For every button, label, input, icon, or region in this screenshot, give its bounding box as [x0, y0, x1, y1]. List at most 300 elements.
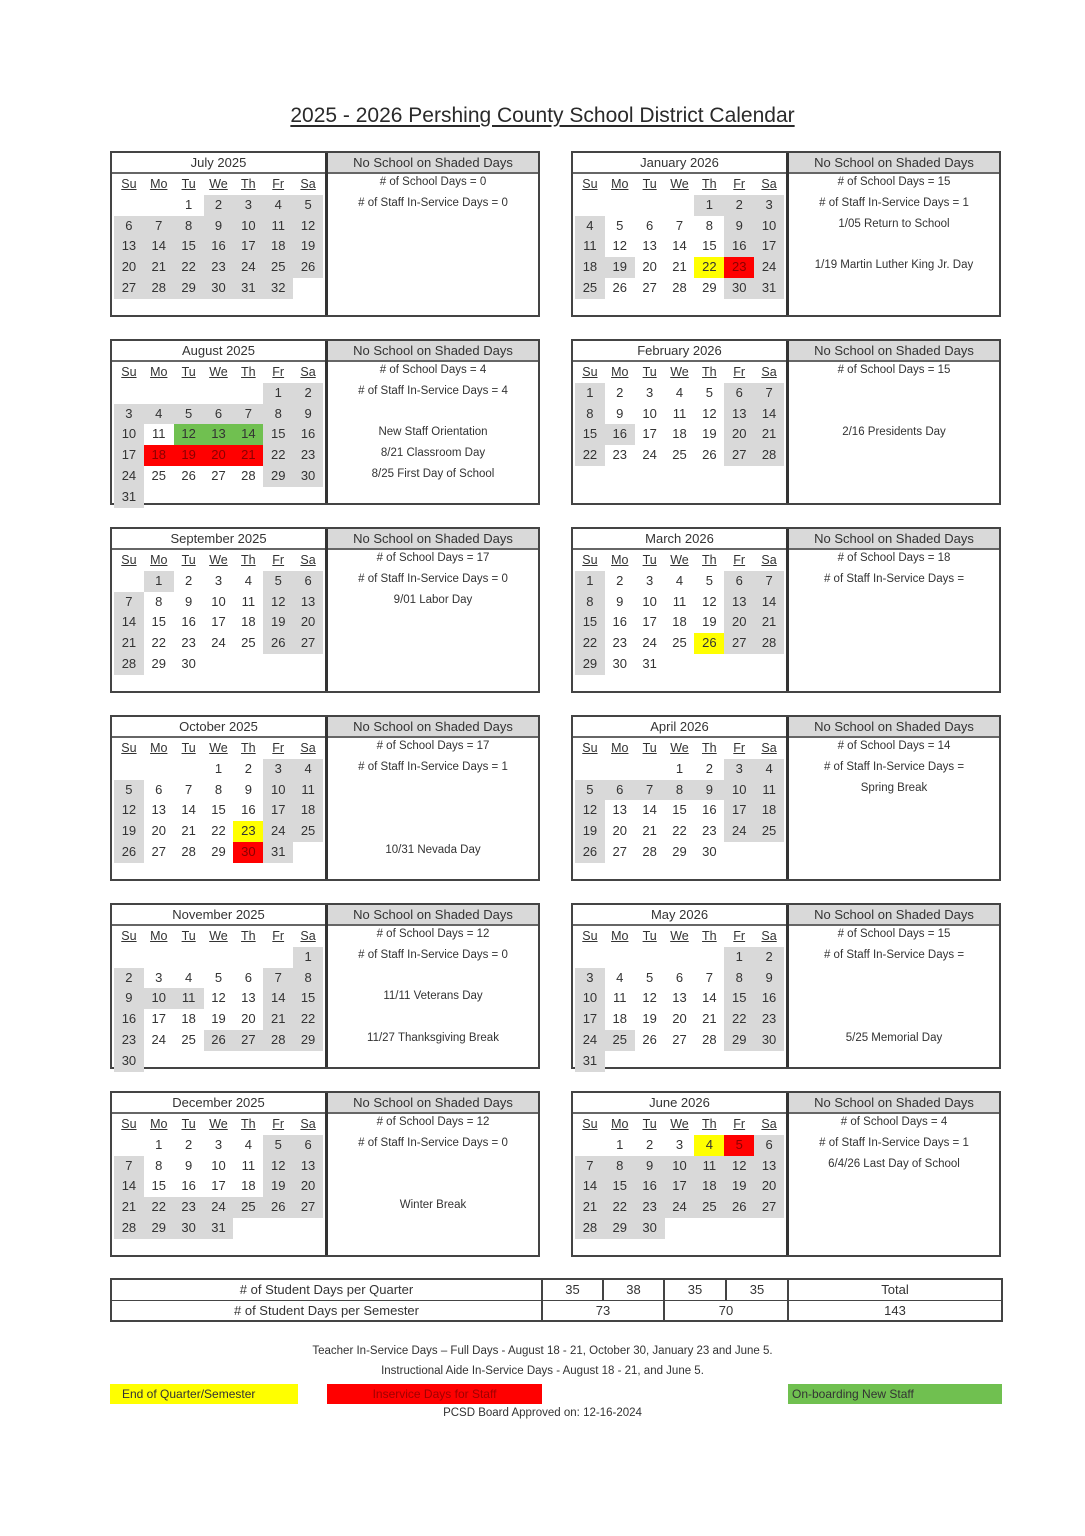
day-cell: 8: [605, 1156, 635, 1177]
day-cell: 16: [724, 236, 754, 257]
day-cell: 18: [672, 614, 687, 630]
title-text: 2025 - 2026 Pershing County School District Calendar: [290, 104, 795, 127]
weekday-header: Fr: [733, 365, 746, 379]
day-cell: 27: [612, 843, 627, 859]
day-cell: 26: [293, 257, 323, 278]
day-cell: 23: [754, 1009, 784, 1030]
weekday-header: Mo: [150, 741, 168, 755]
day-cell: 7: [114, 592, 144, 613]
day-cell: 9: [694, 780, 724, 801]
weekday-header: We: [209, 929, 228, 943]
day-cell: 3: [575, 968, 605, 989]
day-cell: 11: [694, 1156, 724, 1177]
day-cell: 9: [185, 593, 193, 609]
day-cell: 1: [675, 760, 684, 776]
day-cell: 1: [694, 195, 724, 216]
info-line: # of School Days = 15: [837, 928, 951, 940]
day-cell: 13: [642, 238, 657, 254]
day-cell: 3: [646, 384, 654, 400]
info-line: # of School Days = 4: [379, 364, 487, 376]
day-cell: 5: [114, 780, 144, 801]
day-cell: 12: [612, 238, 627, 254]
info-line: # of School Days = 12: [376, 1116, 490, 1128]
weekday-header: Mo: [611, 929, 629, 943]
month-title: April 2026: [573, 717, 786, 738]
day-cell: 21: [114, 633, 144, 654]
day-cell: 27: [114, 278, 144, 299]
weekday-header: Th: [241, 365, 256, 379]
weekday-header: Fr: [733, 553, 746, 567]
day-cell: 28: [144, 278, 174, 299]
day-cell: 23: [114, 1030, 144, 1051]
day-cell: 24: [233, 257, 263, 278]
day-cell: 28: [672, 279, 687, 295]
day-cell: 17: [211, 1178, 226, 1194]
empty-day-cell: [114, 571, 144, 592]
day-cell: 23: [702, 823, 717, 839]
day-cell: 17: [233, 236, 263, 257]
day-cell: 30: [174, 1218, 204, 1239]
day-cell: 20: [612, 823, 627, 839]
day-cell: 13: [724, 404, 754, 425]
day-cell: 26: [263, 633, 293, 654]
day-cell: 26: [702, 447, 717, 463]
weekday-header: Su: [582, 177, 598, 191]
day-cell: 27: [724, 445, 754, 466]
month-info: [789, 153, 999, 315]
month-calendar: [573, 717, 789, 879]
day-cell: 23: [204, 257, 234, 278]
day-cell: 16: [702, 802, 717, 818]
total-label: Total: [881, 1282, 909, 1297]
month-title: July 2025: [112, 153, 325, 174]
weekday-header: We: [670, 177, 689, 191]
day-cell: 29: [211, 843, 226, 859]
day-cell: 8: [293, 968, 323, 989]
day-cell: 15: [605, 1176, 635, 1197]
day-cell: 26: [263, 1197, 293, 1218]
day-cell: 14: [181, 802, 196, 818]
info-line: # of Staff In-Service Days =: [823, 760, 965, 773]
day-cell: 3: [214, 572, 223, 588]
day-cell: 28: [181, 843, 196, 859]
weekday-header: Su: [582, 553, 598, 567]
day-cell: 5: [263, 1135, 293, 1156]
info-line: 10/31 Nevada Day: [385, 844, 481, 856]
day-cell: 14: [754, 404, 784, 425]
no-school-header: No School on Shaded Days: [328, 717, 538, 738]
day-cell: 31: [204, 1218, 234, 1239]
month-calendar: [573, 153, 789, 315]
weekday-header: Tu: [181, 177, 196, 191]
day-cell: 18: [612, 1011, 627, 1027]
no-school-header: No School on Shaded Days: [789, 1093, 999, 1114]
day-cell: 11: [672, 593, 687, 609]
day-cell: 20: [204, 445, 234, 466]
day-cell: 17: [151, 1011, 166, 1027]
empty-day-cell: [605, 195, 635, 216]
day-cell: 16: [754, 988, 784, 1009]
month-block: [110, 903, 540, 1069]
empty-day-cell: [575, 195, 605, 216]
empty-day-cell: [575, 1135, 605, 1156]
day-cell: 30: [204, 278, 234, 299]
day-cell: 1: [155, 1136, 163, 1152]
empty-day-cell: [144, 947, 174, 968]
day-cell: 12: [702, 405, 717, 421]
day-cell: 25: [181, 1031, 196, 1047]
day-cell: 21: [672, 259, 687, 275]
day-cell: 28: [114, 1218, 144, 1239]
day-cell: 2: [616, 572, 624, 588]
day-cell: 17: [665, 1176, 695, 1197]
day-cell: 14: [114, 1176, 144, 1197]
day-cell: 25: [151, 467, 166, 483]
quarter-1-days: 35: [543, 1280, 604, 1300]
day-cell: 5: [263, 571, 293, 592]
month-block: [110, 1091, 540, 1257]
day-grid: [112, 362, 325, 508]
day-cell: 17: [724, 800, 754, 821]
day-cell: 14: [114, 612, 144, 633]
day-cell: 28: [702, 1031, 717, 1047]
day-cell: 29: [605, 1218, 635, 1239]
weekday-header: Mo: [150, 553, 168, 567]
day-cell: 8: [575, 404, 605, 425]
day-cell: 30: [635, 1218, 665, 1239]
info-line: 11/11 Veterans Day: [383, 990, 483, 1003]
weekday-header: Th: [702, 929, 717, 943]
weekday-header: We: [670, 741, 689, 755]
info-line: # of Staff In-Service Days = 0: [358, 572, 508, 585]
day-cell: 24: [642, 447, 657, 463]
day-cell: 24: [575, 1030, 605, 1051]
empty-day-cell: [114, 383, 144, 404]
weekday-header: We: [670, 365, 689, 379]
weekday-header: Su: [582, 1117, 598, 1131]
month-block: [571, 903, 1001, 1069]
day-cell: 6: [605, 780, 635, 801]
day-cell: 12: [642, 990, 657, 1006]
day-cell: 19: [211, 1011, 226, 1027]
weekday-header: Mo: [150, 177, 168, 191]
info-line: # of School Days = 18: [837, 552, 951, 564]
info-lines: [789, 550, 999, 691]
empty-day-cell: [114, 1135, 144, 1156]
info-line: # of Staff In-Service Days = 0: [358, 1136, 508, 1149]
weekday-header: Su: [582, 365, 598, 379]
weekday-header: Tu: [181, 1117, 196, 1131]
day-cell: 27: [211, 467, 226, 483]
info-lines: [328, 174, 538, 315]
no-school-header: No School on Shaded Days: [328, 341, 538, 362]
day-cell: 7: [233, 404, 263, 425]
day-cell: 5: [174, 404, 204, 425]
empty-day-cell: [233, 947, 263, 968]
day-cell: 9: [204, 216, 234, 237]
empty-day-cell: [665, 195, 695, 216]
empty-day-cell: [694, 947, 724, 968]
no-school-header: No School on Shaded Days: [789, 529, 999, 550]
day-cell: 20: [672, 1011, 687, 1027]
month-block: [110, 339, 540, 505]
day-cell: 14: [642, 802, 657, 818]
empty-day-cell: [204, 947, 234, 968]
day-cell: 9: [114, 988, 144, 1009]
day-cell: 6: [114, 216, 144, 237]
empty-day-cell: [605, 947, 635, 968]
day-cell: 27: [233, 1030, 263, 1051]
day-cell: 4: [293, 759, 323, 780]
day-cell: 22: [694, 257, 724, 278]
day-cell: 11: [613, 990, 627, 1006]
day-cell: 17: [754, 236, 784, 257]
weekday-header: We: [209, 741, 228, 755]
day-cell: 31: [114, 487, 144, 508]
day-cell: 23: [635, 1197, 665, 1218]
month-info: [328, 529, 538, 691]
weekday-header: We: [670, 553, 689, 567]
day-cell: 28: [754, 633, 784, 654]
empty-day-cell: [233, 383, 263, 404]
day-cell: 4: [144, 404, 174, 425]
day-cell: 12: [263, 592, 293, 613]
day-cell: 13: [672, 990, 687, 1006]
day-cell: 27: [672, 1031, 687, 1047]
day-cell: 26: [575, 842, 605, 863]
day-cell: 11: [754, 780, 784, 801]
day-cell: 9: [635, 1156, 665, 1177]
day-cell: 28: [114, 654, 144, 675]
day-cell: 5: [724, 1135, 754, 1156]
day-cell: 1: [214, 760, 223, 776]
empty-day-cell: [114, 195, 144, 216]
day-cell: 2: [724, 195, 754, 216]
day-cell: 16: [293, 424, 323, 445]
day-cell: 25: [263, 257, 293, 278]
day-cell: 24: [204, 1197, 234, 1218]
day-cell: 13: [241, 990, 256, 1006]
day-cell: 11: [263, 216, 293, 237]
month-calendar: [112, 153, 328, 315]
day-cell: 31: [642, 655, 657, 671]
semester-row: [112, 1301, 1001, 1321]
day-cell: 16: [114, 1009, 144, 1030]
day-cell: 11: [241, 593, 256, 609]
day-cell: 30: [181, 655, 196, 671]
day-cell: 7: [635, 780, 665, 801]
weekday-header: We: [209, 1117, 228, 1131]
info-line: Winter Break: [399, 1199, 467, 1212]
day-cell: 28: [241, 467, 256, 483]
day-cell: 11: [575, 236, 605, 257]
day-cell: 13: [114, 236, 144, 257]
info-line: # of School Days = 4: [840, 1116, 948, 1128]
empty-day-cell: [174, 383, 204, 404]
day-cell: 21: [642, 823, 657, 839]
info-lines: [328, 738, 538, 879]
day-cell: 23: [612, 447, 627, 463]
weekday-header: Th: [702, 365, 717, 379]
quarter-4-days: 35: [727, 1280, 789, 1300]
empty-day-cell: [575, 947, 605, 968]
no-school-header: No School on Shaded Days: [328, 153, 538, 174]
day-cell: 6: [675, 969, 684, 985]
day-cell: 12: [263, 1156, 293, 1177]
day-cell: 18: [754, 800, 784, 821]
day-cell: 5: [646, 969, 654, 985]
legend-onboarding: On-boarding New Staff: [788, 1384, 1002, 1404]
day-cell: 16: [181, 1178, 196, 1194]
month-block: [110, 151, 540, 317]
month-info: [789, 717, 999, 879]
day-cell: 2: [646, 1136, 654, 1152]
empty-day-cell: [635, 195, 665, 216]
day-cell: 10: [211, 593, 226, 609]
month-block: [571, 1091, 1001, 1257]
day-cell: 10: [211, 1157, 226, 1173]
day-cell: 3: [233, 195, 263, 216]
month-title: February 2026: [573, 341, 786, 362]
day-cell: 10: [114, 424, 144, 445]
day-cell: 18: [144, 445, 174, 466]
day-cell: 8: [263, 404, 293, 425]
weekday-header: Sa: [761, 177, 777, 191]
day-cell: 28: [263, 1030, 293, 1051]
day-cell: 21: [144, 257, 174, 278]
day-cell: 21: [754, 612, 784, 633]
day-cell: 26: [612, 279, 627, 295]
empty-day-cell: [114, 759, 144, 780]
day-cell: 8: [174, 216, 204, 237]
weekday-header: Mo: [611, 1117, 629, 1131]
day-cell: 5: [575, 780, 605, 801]
day-cell: 22: [724, 1009, 754, 1030]
day-cell: 18: [241, 614, 256, 630]
board-approved-note: PCSD Board Approved on: 12-16-2024: [443, 1407, 642, 1419]
page-title: [0, 104, 1085, 128]
day-cell: 25: [575, 278, 605, 299]
day-cell: 9: [185, 1157, 193, 1173]
info-line: # of Staff In-Service Days = 1: [819, 1136, 969, 1149]
day-cell: 24: [724, 821, 754, 842]
day-cell: 10: [665, 1156, 695, 1177]
quarter-2-days: 38: [604, 1280, 665, 1300]
semester-1-days: 73: [543, 1301, 665, 1321]
weekday-header: Mo: [611, 177, 629, 191]
day-cell: 22: [575, 445, 605, 466]
weekday-header: Mo: [611, 741, 629, 755]
day-cell: 15: [151, 1178, 166, 1194]
day-cell: 16: [635, 1176, 665, 1197]
day-cell: 1: [575, 383, 605, 404]
day-cell: 3: [155, 969, 163, 985]
day-cell: 6: [724, 383, 754, 404]
day-grid: [112, 926, 325, 1072]
day-cell: 13: [724, 592, 754, 613]
empty-day-cell: [144, 195, 174, 216]
month-title: January 2026: [573, 153, 786, 174]
quarter-row: [112, 1280, 1001, 1301]
month-calendar: [573, 529, 789, 691]
aide-inservice-note: Instructional Aide In-Service Days - August 18 - 21, and June 5.: [381, 1365, 704, 1377]
empty-day-cell: [665, 947, 695, 968]
day-cell: 17: [211, 614, 226, 630]
month-block: [571, 339, 1001, 505]
month-calendar: [112, 905, 328, 1067]
day-cell: 12: [293, 216, 323, 237]
month-info: [328, 1093, 538, 1255]
day-cell: 7: [144, 216, 174, 237]
month-block: [571, 527, 1001, 693]
day-cell: 3: [646, 572, 654, 588]
semester-label: # of Student Days per Semester: [112, 1301, 543, 1321]
month-title: October 2025: [112, 717, 325, 738]
day-cell: 4: [616, 969, 624, 985]
day-cell: 8: [665, 780, 695, 801]
day-cell: 1: [724, 947, 754, 968]
day-cell: 7: [263, 968, 293, 989]
day-cell: 21: [114, 1197, 144, 1218]
day-cell: 1: [293, 947, 323, 968]
day-cell: 1: [575, 571, 605, 592]
weekday-header: Sa: [300, 177, 316, 191]
day-cell: 20: [754, 1176, 784, 1197]
month-calendar: [112, 717, 328, 879]
day-grid: [573, 174, 786, 299]
day-grid: [573, 738, 786, 863]
weekday-header: Th: [702, 1117, 717, 1131]
day-cell: 24: [642, 635, 657, 651]
day-cell: 14: [575, 1176, 605, 1197]
day-cell: 16: [204, 236, 234, 257]
day-cell: 16: [181, 614, 196, 630]
day-cell: 3: [263, 759, 293, 780]
info-line: # of School Days = 0: [379, 176, 487, 188]
day-cell: 24: [263, 821, 293, 842]
day-cell: 14: [672, 238, 687, 254]
day-cell: 20: [642, 259, 657, 275]
day-cell: 3: [214, 1136, 223, 1152]
day-cell: 20: [724, 612, 754, 633]
day-cell: 22: [211, 823, 226, 839]
day-cell: 31: [263, 842, 293, 863]
month-info: [328, 717, 538, 879]
weekday-header: Tu: [642, 177, 657, 191]
day-cell: 19: [263, 1176, 293, 1197]
weekday-header: Sa: [761, 365, 777, 379]
day-cell: 29: [174, 278, 204, 299]
day-grid: [112, 550, 325, 675]
day-cell: 28: [642, 843, 657, 859]
weekday-header: Sa: [300, 929, 316, 943]
day-cell: 10: [575, 988, 605, 1009]
day-cell: 23: [174, 1197, 204, 1218]
empty-day-cell: [635, 947, 665, 968]
day-cell: 27: [724, 633, 754, 654]
month-title: December 2025: [112, 1093, 325, 1114]
day-cell: 4: [575, 216, 605, 237]
day-cell: 2: [185, 1136, 193, 1152]
day-cell: 22: [605, 1197, 635, 1218]
month-info: [328, 153, 538, 315]
day-cell: 27: [293, 633, 323, 654]
day-cell: 9: [724, 216, 754, 237]
day-cell: 4: [185, 969, 193, 985]
day-cell: 6: [754, 1135, 784, 1156]
day-cell: 31: [754, 278, 784, 299]
day-cell: 30: [293, 466, 323, 487]
